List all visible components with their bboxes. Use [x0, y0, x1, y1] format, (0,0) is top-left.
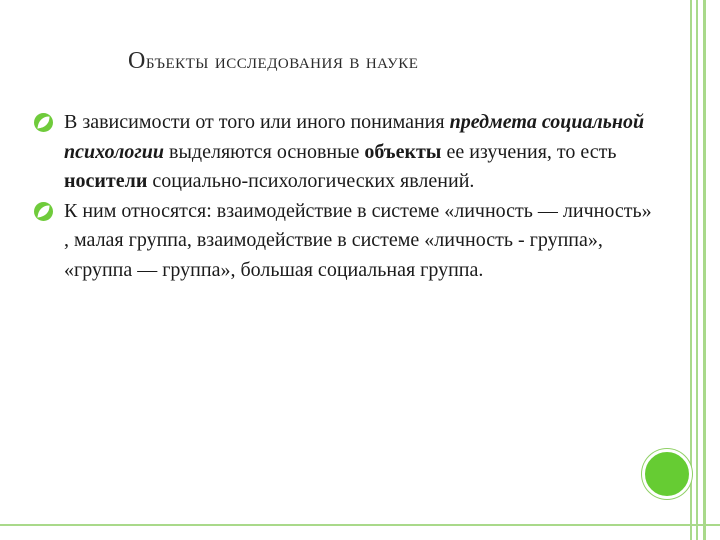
leaf-bullet-icon	[34, 202, 53, 221]
bullet-item-2	[34, 197, 654, 286]
bullet2-text: К ним относятся: взаимодействие в системе «личность — личность» , малая группа, взаимодействие в системе «личность - группа», «группа — группа», большая социальная группа.	[64, 199, 652, 281]
right-rule-3	[703, 0, 706, 540]
bullet1-carriers: носители	[64, 170, 148, 192]
right-rule-1	[690, 0, 692, 540]
bottom-rule	[0, 524, 720, 526]
bullet1-objects: объекты	[364, 140, 442, 163]
bullet1-text-5: ее изучения, то есть	[441, 140, 617, 163]
slide-title	[128, 48, 418, 75]
green-circle-decoration	[642, 449, 692, 499]
bullet1-subject: предмета социальной психологии	[64, 111, 645, 163]
bullet-item-1	[34, 108, 654, 197]
right-rule-2	[696, 0, 698, 540]
title-initial: О	[128, 48, 146, 74]
title-rest: бъекты исследования в науке	[145, 48, 419, 73]
bullet1-text-1: В зависимости от того или иного понимания	[64, 111, 450, 133]
leaf-bullet-icon	[34, 113, 53, 132]
bullet1-text-7: социально-психологических явлений.	[147, 170, 475, 192]
bullet-list	[34, 108, 654, 285]
bullet1-text-3: выделяются основные	[164, 140, 365, 163]
